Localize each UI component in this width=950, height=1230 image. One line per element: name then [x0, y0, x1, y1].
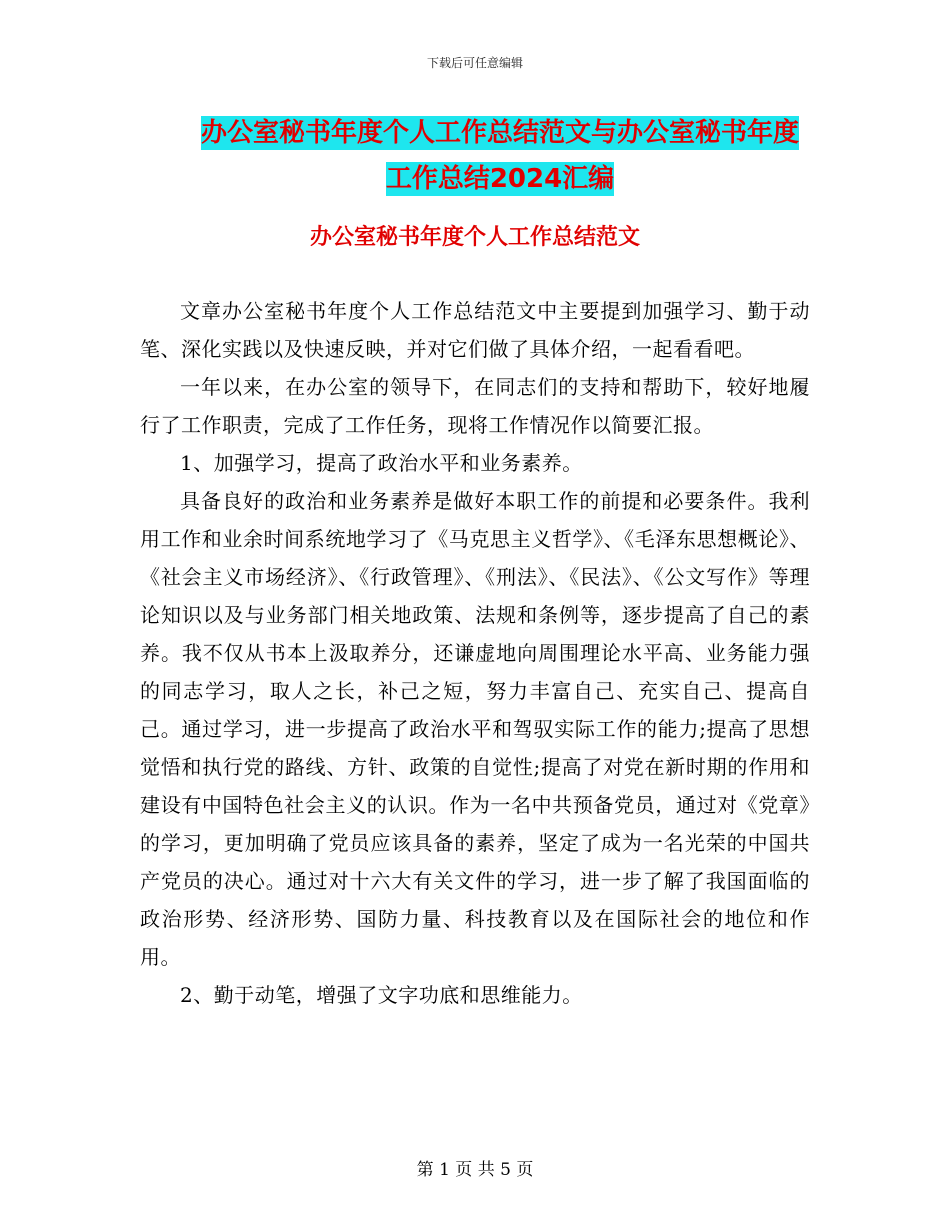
header-note: 下载后可任意编辑 [426, 56, 523, 70]
paragraph: 一年以来，在办公室的领导下，在同志们的支持和帮助下，较好地履行了工作职责，完成了工作任务，现将工作情况作以简要汇报。 [140, 375, 810, 437]
document-title [140, 110, 860, 202]
paragraph: 具备良好的政治和业务素养是做好本职工作的前提和必要条件。我利用工作和业余时间系统地学习了《马克思主义哲学》、《毛泽东思想概论》、《社会主义市场经济》、《行政管理》、《刑法》、《民法》、《公文写作》等理论知识以及与业务部门相关地政策、法规和条例等，逐步提高了自己的素养。我不仅从书本上汲取养分，还谦虚地向周围理论水平高、业务能力强的同志学习，取人之长，补己之短，努力丰富自己、充实自己、提高自己。通过学习，进一步提高了政治水平和驾驭实际工作的能力;提高了思想觉悟和执行党的路线、方针、政策的自觉性;提高了对党在新时期的作用和建设有中国特色社会主义的认识。作为一名中共预备党员，通过对《党章》的学习，更加明确了党员应该具备的素养，坚定了成为一名光荣的中国共产党员的决心。通过对十六大有关文件的学习，进一步了解了我国面临的政治形势、经济形势、国防力量、科技教育以及在国际社会的地位和作用。 [140, 489, 810, 969]
page-footer: 第 1 页 共 5 页 [416, 1160, 534, 1180]
title-line-2: 工作总结2024汇编 [385, 164, 615, 194]
document-body [140, 292, 810, 1014]
title-line-1: 办公室秘书年度个人工作总结范文与办公室秘书年度 [200, 118, 799, 148]
paragraph: 文章办公室秘书年度个人工作总结范文中主要提到加强学习、勤于动笔、深化实践以及快速反映，并对它们做了具体介绍，一起看看吧。 [140, 299, 810, 361]
section-title: 办公室秘书年度个人工作总结范文 [309, 225, 640, 250]
paragraph-heading: 1、加强学习，提高了政治水平和业务素养。 [180, 451, 583, 475]
paragraph-heading: 2、勤于动笔，增强了文字功底和思维能力。 [180, 983, 583, 1007]
